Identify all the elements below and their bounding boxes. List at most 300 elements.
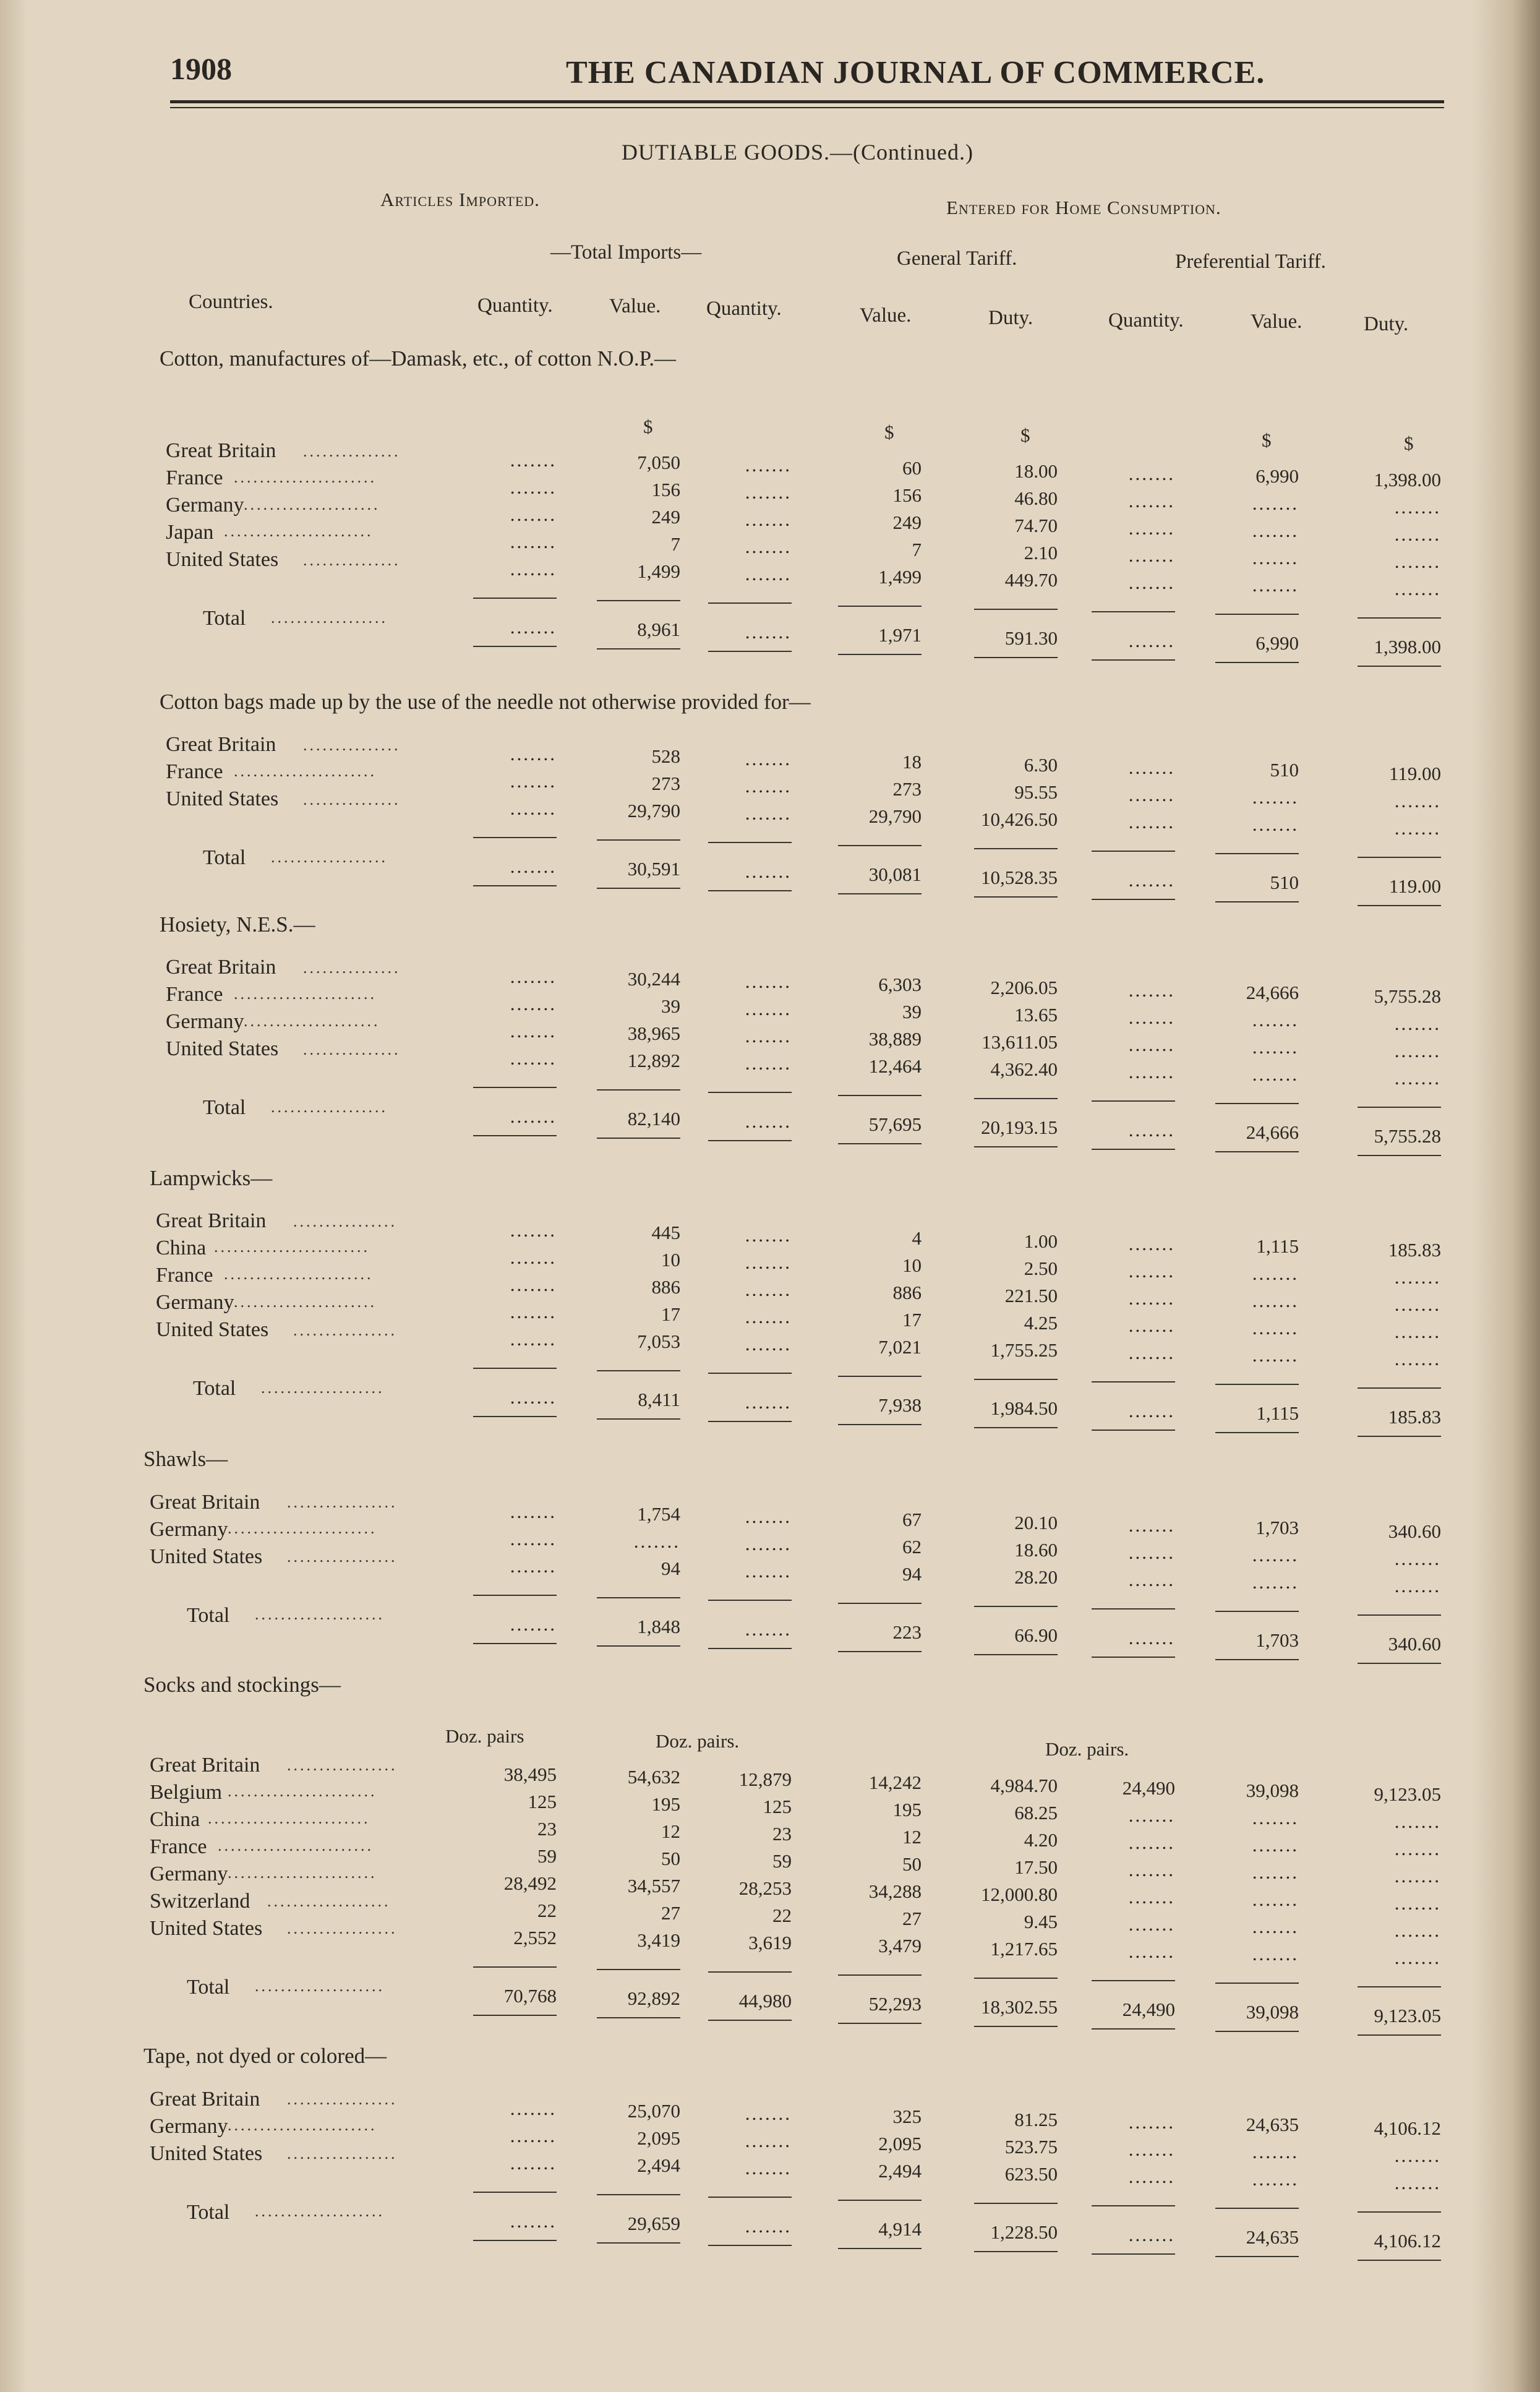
sum-rule xyxy=(974,1978,1058,1979)
cell-gen-duty: 13,611.05 xyxy=(982,1031,1058,1053)
leader-dots: ............... xyxy=(303,791,401,809)
leader-dots: ....................... xyxy=(224,1265,374,1284)
total-gen-qty: ....... xyxy=(745,1391,792,1413)
cell-gen-qty: ....... xyxy=(745,508,792,531)
sum-rule xyxy=(708,1092,792,1093)
total-rule xyxy=(838,1651,922,1652)
cell-pref-duty: ....... xyxy=(1394,1293,1441,1315)
sum-rule xyxy=(838,1376,922,1377)
total-rule xyxy=(974,1427,1058,1428)
page-number: 1908 xyxy=(170,51,232,86)
cell-gen-value: 195 xyxy=(892,1799,922,1821)
total-imp-value: 8,411 xyxy=(638,1389,680,1411)
leader-dots: .................... xyxy=(255,1605,385,1624)
cell-pref-value: ....... xyxy=(1252,1344,1299,1366)
cell-imp-qty: ....... xyxy=(510,1274,557,1296)
cell-pref-value: 24,635 xyxy=(1246,2114,1299,2136)
cell-pref-duty: ....... xyxy=(1394,550,1441,572)
cell-pref-duty: ....... xyxy=(1394,2171,1441,2193)
sum-rule xyxy=(974,609,1058,610)
cell-imp-qty: 28,492 xyxy=(503,1872,557,1895)
cell-pref-qty: ....... xyxy=(1128,1940,1175,1963)
total-label: Total xyxy=(187,1603,230,1627)
cell-imp-value: 30,244 xyxy=(627,968,680,990)
cell-gen-qty: 125 xyxy=(763,1796,792,1818)
cell-pref-value: ....... xyxy=(1252,1834,1299,1856)
leader-dots: ............... xyxy=(303,736,401,755)
cell-imp-value: 7 xyxy=(670,533,680,555)
cell-pref-value: ....... xyxy=(1252,1888,1299,1911)
home-consumption-heading: Entered for Home Consumption. xyxy=(946,197,1221,218)
column-header-preferential-duty: Duty. xyxy=(1364,313,1409,335)
cell-gen-value: 2,095 xyxy=(878,2133,922,2155)
cell-pref-duty: ....... xyxy=(1394,1810,1441,1832)
cell-gen-value: 60 xyxy=(902,457,922,479)
total-rule xyxy=(473,1135,557,1136)
cell-gen-qty: ....... xyxy=(745,2130,792,2152)
sum-rule xyxy=(473,837,557,838)
cell-pref-value: 510 xyxy=(1270,759,1299,781)
total-pref-duty: 9,123.05 xyxy=(1374,2004,1441,2026)
cell-imp-value: 249 xyxy=(651,506,680,528)
sum-rule xyxy=(1215,2208,1299,2209)
cell-gen-qty: ....... xyxy=(745,481,792,504)
leader-dots: ................. xyxy=(287,2090,398,2109)
cell-gen-qty: ....... xyxy=(745,2103,792,2125)
cell-pref-duty: 119.00 xyxy=(1388,762,1441,784)
leader-dots: .................. xyxy=(271,847,388,866)
cell-gen-qty: ....... xyxy=(745,2157,792,2179)
country-name: France xyxy=(156,1263,213,1287)
cell-gen-duty: 17.50 xyxy=(1014,1856,1058,1878)
cell-gen-qty: ....... xyxy=(745,1251,792,1274)
cell-pref-duty: ....... xyxy=(1394,1837,1441,1859)
leader-dots: ................. xyxy=(287,1548,398,1566)
leader-dots: .................... xyxy=(255,1977,385,1995)
cell-pref-duty: ....... xyxy=(1394,1066,1441,1089)
cell-pref-qty: ....... xyxy=(1128,1569,1175,1591)
country-name: France xyxy=(166,983,223,1006)
total-pref-qty: ....... xyxy=(1128,1627,1175,1649)
sum-rule xyxy=(1092,1381,1175,1382)
cell-pref-qty: ....... xyxy=(1128,1260,1175,1282)
cell-pref-qty: ....... xyxy=(1128,490,1175,512)
country-name: United States xyxy=(156,1318,269,1341)
sum-rule xyxy=(1358,1387,1441,1389)
sum-rule xyxy=(1092,851,1175,852)
total-rule xyxy=(597,1418,680,1420)
total-rule xyxy=(708,2020,792,2021)
leader-dots: .................. xyxy=(271,1097,388,1116)
total-rule xyxy=(1358,2260,1441,2261)
total-rule xyxy=(708,651,792,652)
cell-imp-qty: ....... xyxy=(510,966,557,988)
cell-gen-qty: ....... xyxy=(745,1506,792,1528)
sum-rule xyxy=(473,1087,557,1088)
cell-imp-qty: 59 xyxy=(537,1845,557,1867)
total-rule xyxy=(1358,1663,1441,1664)
cell-pref-duty: ....... xyxy=(1394,1320,1441,1342)
sum-rule xyxy=(597,1089,680,1091)
total-gen-qty: ....... xyxy=(745,621,792,643)
leader-dots: ................ xyxy=(293,1212,397,1230)
total-rule xyxy=(1358,905,1441,906)
cell-imp-value: 34,557 xyxy=(627,1875,680,1897)
cell-pref-duty: 9,123.05 xyxy=(1374,1783,1441,1805)
cell-imp-qty: 2,552 xyxy=(513,1927,557,1949)
cell-gen-value: 7,021 xyxy=(878,1336,922,1358)
total-rule xyxy=(597,2242,680,2244)
cell-imp-value: 25,070 xyxy=(627,2100,680,2122)
sum-rule xyxy=(597,1597,680,1598)
cell-pref-value: ....... xyxy=(1252,1544,1299,1566)
total-gen-duty: 18,302.55 xyxy=(981,1995,1058,2018)
cell-gen-value: 10 xyxy=(902,1254,922,1277)
cell-imp-value: 27 xyxy=(661,1902,680,1924)
total-pref-duty: 1,398.00 xyxy=(1374,635,1441,658)
cell-gen-qty: ....... xyxy=(745,1279,792,1301)
sum-rule xyxy=(473,1595,557,1596)
cell-imp-value: 94 xyxy=(661,1558,680,1580)
column-header-general-value: Value. xyxy=(860,304,912,327)
sum-rule xyxy=(1358,857,1441,858)
cell-gen-duty: 4.20 xyxy=(1024,1828,1058,1851)
total-rule xyxy=(1092,1430,1175,1431)
total-rule xyxy=(1215,2031,1299,2032)
total-gen-qty: ....... xyxy=(745,2215,792,2237)
country-name: France xyxy=(166,466,223,490)
cell-gen-duty: 623.50 xyxy=(1004,2163,1058,2185)
sum-rule xyxy=(1215,1611,1299,1612)
cell-imp-value: 528 xyxy=(651,745,680,768)
sum-rule xyxy=(708,842,792,843)
total-imp-qty: 70,768 xyxy=(503,1985,557,2007)
cell-gen-value: 273 xyxy=(892,778,922,800)
cell-pref-value: ....... xyxy=(1252,1009,1299,1031)
cell-pref-qty: ....... xyxy=(1128,572,1175,594)
cell-imp-qty: ....... xyxy=(510,1020,557,1042)
country-name: Great Britain xyxy=(150,1753,260,1777)
cell-pref-value: ....... xyxy=(1252,520,1299,542)
cell-pref-duty: 185.83 xyxy=(1388,1238,1441,1261)
cell-gen-value: 50 xyxy=(902,1853,922,1875)
country-name: Belgium xyxy=(150,1780,223,1804)
leader-dots: .................... xyxy=(255,2202,385,2221)
cell-imp-value: 54,632 xyxy=(627,1766,680,1788)
total-label: Total xyxy=(187,1975,230,1999)
section-title: Lampwicks— xyxy=(150,1165,273,1190)
cell-pref-qty: ....... xyxy=(1128,1233,1175,1255)
total-rule xyxy=(838,654,922,655)
cell-imp-qty: ....... xyxy=(510,449,557,471)
cell-pref-qty: ....... xyxy=(1128,979,1175,1001)
total-rule xyxy=(974,1654,1058,1655)
total-rule xyxy=(1358,1155,1441,1156)
country-name: France xyxy=(150,1835,207,1858)
cell-imp-qty: ....... xyxy=(510,1301,557,1323)
leader-dots: ............... xyxy=(303,551,401,570)
cell-imp-value: ....... xyxy=(633,1530,680,1553)
total-rule xyxy=(1358,2034,1441,2036)
total-rule xyxy=(1215,2256,1299,2257)
cell-gen-qty: 28,253 xyxy=(738,1877,792,1900)
cell-gen-duty: 1,217.65 xyxy=(990,1937,1058,1960)
sum-rule xyxy=(1215,1384,1299,1385)
leader-dots: ......................... xyxy=(208,1809,370,1827)
total-rule xyxy=(1092,659,1175,661)
total-rule xyxy=(708,1648,792,1649)
cell-gen-qty: 59 xyxy=(772,1850,792,1872)
sum-rule xyxy=(974,1379,1058,1380)
cell-gen-duty: 10,426.50 xyxy=(981,808,1058,830)
cell-pref-qty: ....... xyxy=(1128,2166,1175,2188)
total-pref-value: 24,635 xyxy=(1246,2226,1299,2248)
cell-gen-duty: 18.60 xyxy=(1014,1538,1058,1561)
total-pref-qty: ....... xyxy=(1128,1400,1175,1422)
unit-label: Doz. pairs. xyxy=(1045,1738,1129,1760)
cell-pref-qty: ....... xyxy=(1128,811,1175,833)
total-rule xyxy=(708,1140,792,1141)
sum-rule xyxy=(974,2203,1058,2204)
cell-pref-qty: ....... xyxy=(1128,1342,1175,1364)
cell-imp-value: 1,499 xyxy=(637,560,680,583)
leader-dots: ................. xyxy=(287,1493,398,1512)
country-name: Germany xyxy=(150,2114,228,2138)
leader-dots: ............... xyxy=(303,959,401,977)
cell-gen-value: 12,464 xyxy=(868,1055,922,1078)
cell-pref-qty: ....... xyxy=(1128,1314,1175,1337)
cell-gen-value: 4 xyxy=(912,1227,922,1250)
cell-pref-value: 39,098 xyxy=(1246,1780,1299,1802)
country-name: Germany xyxy=(150,1862,228,1885)
total-gen-duty: 1,228.50 xyxy=(990,2221,1058,2243)
country-name: Great Britain xyxy=(150,1490,260,1514)
dollar-sign: $ xyxy=(1404,432,1414,455)
section-title: Hosiety, N.E.S.— xyxy=(160,912,315,937)
column-header-import-quantity: Quantity. xyxy=(477,294,553,317)
section-title: Shawls— xyxy=(143,1447,228,1472)
cell-gen-value: 29,790 xyxy=(868,805,922,828)
cell-pref-qty: ....... xyxy=(1128,1804,1175,1827)
leader-dots: ..................... xyxy=(244,1011,380,1030)
cell-pref-duty: ....... xyxy=(1394,1919,1441,1941)
total-gen-qty: ....... xyxy=(745,1618,792,1640)
leader-dots: ........................ xyxy=(218,1837,374,1855)
total-rule xyxy=(974,2026,1058,2027)
cell-gen-qty: ....... xyxy=(745,775,792,797)
cell-gen-value: 6,303 xyxy=(878,974,922,996)
cell-imp-qty: ....... xyxy=(510,1328,557,1350)
dollar-sign: $ xyxy=(643,416,653,438)
cell-pref-value: ....... xyxy=(1252,1317,1299,1339)
total-rule xyxy=(1358,1436,1441,1437)
cell-imp-value: 17 xyxy=(661,1303,680,1326)
total-rule xyxy=(708,2245,792,2246)
total-gen-value: 57,695 xyxy=(868,1113,922,1136)
leader-dots: ....................... xyxy=(228,1782,377,1801)
cell-gen-duty: 2,206.05 xyxy=(990,976,1058,998)
total-imp-value: 8,961 xyxy=(637,619,680,641)
total-gen-qty: 44,980 xyxy=(738,1990,792,2012)
cell-pref-qty: ....... xyxy=(1128,1913,1175,1935)
cell-imp-qty: ....... xyxy=(510,476,557,499)
cell-imp-qty: 23 xyxy=(537,1818,557,1840)
leader-dots: ...................... xyxy=(234,468,377,486)
cell-pref-value: ....... xyxy=(1252,1063,1299,1086)
cell-pref-duty: ....... xyxy=(1394,1864,1441,1887)
cell-gen-qty: ....... xyxy=(745,802,792,825)
total-gen-value: 52,293 xyxy=(868,1993,922,2015)
dollar-sign: $ xyxy=(1020,424,1030,446)
cell-pref-duty: ....... xyxy=(1394,1039,1441,1061)
total-rule xyxy=(473,646,557,647)
cell-pref-value: 1,115 xyxy=(1256,1235,1299,1258)
column-header-preferential-value: Value. xyxy=(1251,311,1303,333)
cell-pref-duty: ....... xyxy=(1394,1012,1441,1034)
sum-rule xyxy=(1215,853,1299,854)
total-rule xyxy=(1215,1432,1299,1433)
cell-pref-value: ....... xyxy=(1252,813,1299,836)
sum-rule xyxy=(708,1600,792,1601)
sum-rule xyxy=(1215,1983,1299,1984)
cell-imp-qty: ....... xyxy=(510,797,557,820)
total-imp-value: 1,848 xyxy=(637,1616,680,1638)
cell-imp-qty: ....... xyxy=(510,993,557,1015)
sum-rule xyxy=(1215,614,1299,615)
total-pref-duty: 5,755.28 xyxy=(1374,1125,1441,1147)
cell-gen-qty: ....... xyxy=(745,748,792,770)
total-imp-value: 92,892 xyxy=(627,1987,680,2010)
total-pref-value: 39,098 xyxy=(1246,2001,1299,2023)
total-rule xyxy=(1092,1657,1175,1658)
cell-gen-duty: 4.25 xyxy=(1024,1311,1058,1334)
total-imports-heading: —Total Imports— xyxy=(550,241,702,264)
preferential-tariff-heading: Preferential Tariff. xyxy=(1175,251,1326,273)
cell-gen-duty: 2.50 xyxy=(1024,1257,1058,1279)
cell-pref-value: ....... xyxy=(1252,1916,1299,1938)
total-imp-qty: ....... xyxy=(510,1105,557,1128)
cell-pref-duty: ....... xyxy=(1394,1946,1441,1968)
total-label: Total xyxy=(203,607,246,630)
total-pref-value: 6,990 xyxy=(1256,632,1299,654)
cell-gen-duty: 1,755.25 xyxy=(990,1339,1058,1361)
cell-pref-duty: 1,398.00 xyxy=(1374,468,1441,491)
cell-pref-duty: ....... xyxy=(1394,2144,1441,2166)
cell-pref-qty: ....... xyxy=(1128,1006,1175,1029)
sum-rule xyxy=(708,1373,792,1374)
cell-gen-qty: ....... xyxy=(745,1306,792,1328)
country-name: Germany xyxy=(166,1010,244,1034)
total-rule xyxy=(838,1424,922,1425)
cell-pref-qty: ....... xyxy=(1128,517,1175,539)
sum-rule xyxy=(1092,2205,1175,2206)
cell-gen-duty: 4,362.40 xyxy=(990,1058,1058,1080)
sum-rule xyxy=(1092,1608,1175,1610)
cell-pref-duty: ....... xyxy=(1394,523,1441,545)
total-label: Total xyxy=(187,2200,230,2224)
cell-gen-qty: 22 xyxy=(772,1905,792,1927)
sum-rule xyxy=(1092,611,1175,612)
total-pref-duty: 119.00 xyxy=(1388,875,1441,897)
cell-gen-value: 325 xyxy=(892,2106,922,2128)
country-name: United States xyxy=(166,548,279,572)
cell-gen-value: 18 xyxy=(902,751,922,773)
cell-pref-qty: 24,490 xyxy=(1122,1777,1175,1799)
cell-gen-duty: 18.00 xyxy=(1014,460,1058,482)
country-name: United States xyxy=(166,1037,279,1061)
cell-imp-qty: ....... xyxy=(510,770,557,792)
cell-pref-value: ....... xyxy=(1252,574,1299,596)
cell-gen-qty: 3,619 xyxy=(748,1932,792,1954)
sum-rule xyxy=(838,1974,922,1976)
total-label: Total xyxy=(203,846,246,870)
cell-imp-qty: 22 xyxy=(537,1900,557,1922)
cell-gen-qty: ....... xyxy=(745,454,792,476)
total-rule xyxy=(838,1143,922,1144)
cell-gen-value: 1,499 xyxy=(878,566,922,588)
total-rule xyxy=(597,648,680,649)
total-gen-qty: ....... xyxy=(745,860,792,883)
cell-pref-duty: ....... xyxy=(1394,1347,1441,1370)
cell-gen-duty: 6.30 xyxy=(1024,753,1058,776)
total-imp-value: 30,591 xyxy=(627,858,680,880)
total-pref-value: 510 xyxy=(1270,872,1299,894)
cell-pref-value: ....... xyxy=(1252,1861,1299,1884)
sum-rule xyxy=(473,1368,557,1369)
cell-imp-qty: ....... xyxy=(510,1047,557,1070)
sum-rule xyxy=(838,2200,922,2201)
dollar-sign: $ xyxy=(1262,429,1272,452)
sum-rule xyxy=(597,2194,680,2195)
cell-gen-qty: ....... xyxy=(745,536,792,558)
total-rule xyxy=(597,888,680,889)
cell-imp-value: 7,050 xyxy=(637,452,680,474)
country-name: Germany xyxy=(166,494,244,517)
sum-rule xyxy=(1358,617,1441,619)
cell-pref-value: ....... xyxy=(1252,1571,1299,1593)
total-pref-qty: 24,490 xyxy=(1122,1999,1175,2021)
cell-gen-qty: ....... xyxy=(745,563,792,585)
cell-pref-value: ....... xyxy=(1252,786,1299,808)
cell-gen-value: 94 xyxy=(902,1563,922,1585)
country-name: China xyxy=(156,1236,207,1259)
cell-imp-qty: ....... xyxy=(510,531,557,553)
cell-pref-value: ....... xyxy=(1252,1943,1299,1965)
total-pref-value: 24,666 xyxy=(1246,1121,1299,1144)
sum-rule xyxy=(1092,1980,1175,1981)
leader-dots: ...................... xyxy=(234,984,377,1003)
country-name: Germany xyxy=(156,1290,234,1314)
leader-dots: ................. xyxy=(287,1919,398,1938)
total-pref-qty: ....... xyxy=(1128,2224,1175,2246)
cell-gen-duty: 68.25 xyxy=(1014,1801,1058,1824)
cell-gen-duty: 28.20 xyxy=(1014,1566,1058,1588)
cell-imp-qty: ....... xyxy=(510,1555,557,1577)
cell-pref-duty: ....... xyxy=(1394,1547,1441,1569)
cell-pref-duty: ....... xyxy=(1394,817,1441,839)
country-name: United States xyxy=(166,787,279,811)
cell-pref-qty: ....... xyxy=(1128,1514,1175,1537)
total-rule xyxy=(1092,2253,1175,2255)
total-imp-qty: ....... xyxy=(510,616,557,638)
cell-gen-value: 7 xyxy=(912,539,922,561)
cell-gen-qty: ....... xyxy=(745,971,792,993)
cell-imp-value: 2,095 xyxy=(637,2127,680,2150)
section-title: Cotton, manufactures of—Damask, etc., of cotton N.O.P.— xyxy=(160,346,676,371)
sum-rule xyxy=(838,1603,922,1604)
journal-title: THE CANADIAN JOURNAL OF COMMERCE. xyxy=(566,55,1265,90)
header-rule xyxy=(170,100,1444,108)
